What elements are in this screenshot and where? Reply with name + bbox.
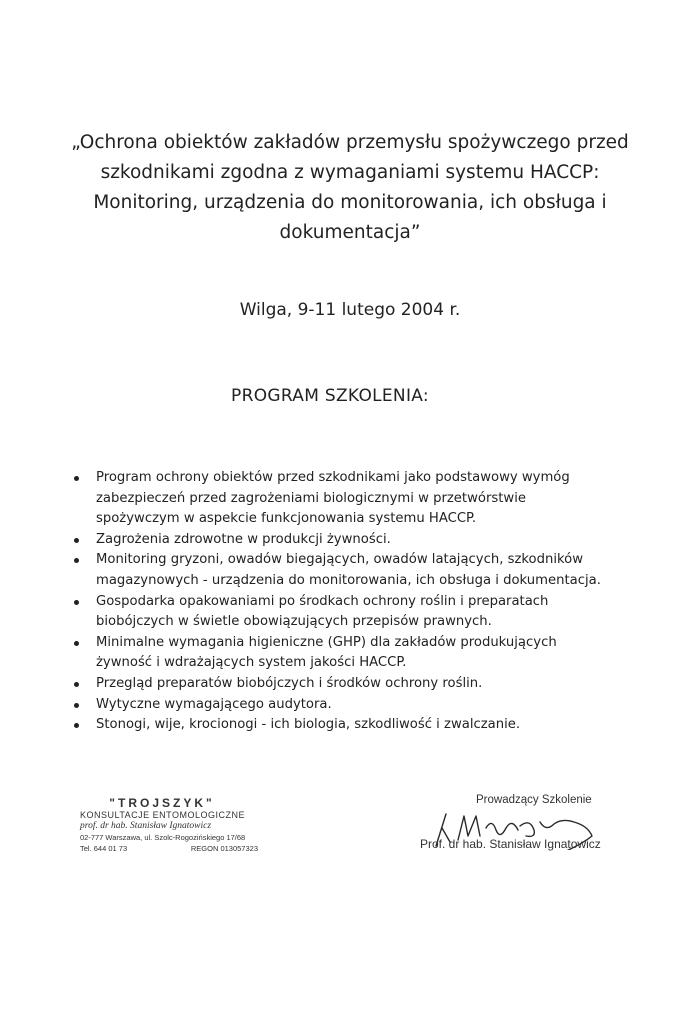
stamp-address: 02-777 Warszawa, ul. Szolc-Rogozińskiego 17/68	[80, 833, 246, 842]
list-item: Gospodarka opakowaniami po środkach ochrony roślin i preparatach biobójczych w świetle obowiązujących przepisów prawnych.	[66, 592, 676, 633]
stamp-person: prof. dr hab. Stanisław Ignatowicz	[80, 821, 212, 831]
stamp-contact-row	[62, 843, 258, 854]
company-stamp	[62, 796, 262, 854]
place-date: Wilga, 9-11 lutego 2004 r.	[239, 300, 461, 320]
list-item: Wytyczne wymagającego audytora.	[66, 695, 676, 716]
stamp-phone: Tel. 644 01 73	[80, 844, 128, 853]
program-heading: PROGRAM SZKOLENIA:	[231, 386, 429, 406]
bullet-icon	[74, 558, 79, 563]
bullet-icon	[74, 600, 79, 605]
list-item: Zagrożenia zdrowotne w produkcji żywności.	[66, 530, 676, 551]
bullet-icon	[74, 723, 79, 728]
bullet-icon	[74, 476, 79, 481]
title-line: Monitoring, urządzenia do monitorowania, ich obsługa i	[93, 192, 607, 213]
bullet-icon	[74, 703, 79, 708]
stamp-name: "TROJSZYK"	[109, 796, 215, 810]
list-item: Stonogi, wije, krocionogi - ich biologia, szkodliwość i zwalczanie.	[66, 715, 676, 736]
title-line: szkodnikami zgodna z wymaganiami systemu HACCP:	[100, 162, 600, 183]
bullet-icon	[74, 538, 79, 543]
program-list	[66, 468, 676, 736]
stamp-regon: REGON 013057323	[190, 844, 258, 853]
document-title	[40, 128, 660, 248]
signature-name: Prof. dr hab. Stanisław Ignatowicz	[420, 837, 601, 851]
list-item: Monitoring gryzoni, owadów biegających, owadów latających, szkodników magazynowych - urządzenia do monitorowania, ich obsługa i dokumentacja.	[66, 550, 676, 591]
title-line: dokumentacja”	[279, 222, 421, 243]
stamp-subtitle: KONSULTACJE ENTOMOLOGICZNE	[80, 810, 246, 820]
title-line: „Ochrona obiektów zakładów przemysłu spożywczego przed	[71, 132, 629, 153]
list-item: Przegląd preparatów biobójczych i środków ochrony roślin.	[66, 674, 676, 695]
signature-role: Prowadzący Szkolenie	[476, 794, 592, 806]
bullet-icon	[74, 641, 79, 646]
list-item: Program ochrony obiektów przed szkodnikami jako podstawowy wymóg zabezpieczeń przed zagrożeniami biologicznymi w przetwórstwie spożywczym w aspekcie funkcjonowania systemu HACCP.	[66, 468, 676, 530]
bullet-icon	[74, 682, 79, 687]
list-item: Minimalne wymagania higieniczne (GHP) dla zakładów produkujących żywność i wdrażających system jakości HACCP.	[66, 633, 676, 674]
